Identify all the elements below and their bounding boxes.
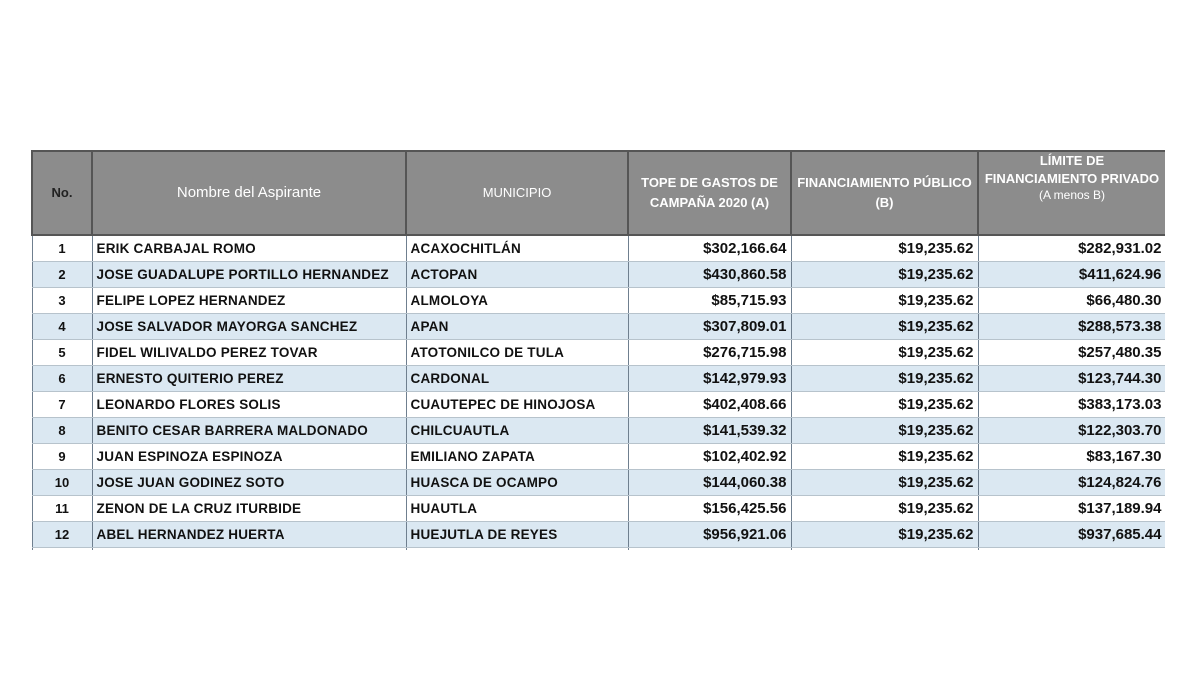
cell-limite: $123,744.30 [978, 366, 1165, 392]
cell-name: LEONARDO FLORES SOLIS [92, 392, 406, 418]
table-row [32, 418, 1165, 444]
cell-name: ERNESTO QUITERIO PEREZ [92, 366, 406, 392]
cell-tope: $302,166.64 [628, 235, 791, 262]
cell-limite: $937,685.44 [978, 522, 1165, 548]
cell-no: 6 [32, 366, 92, 392]
cell-limite: $83,167.30 [978, 444, 1165, 470]
cell-no: 7 [32, 392, 92, 418]
cell-municipio: CARDONAL [406, 366, 628, 392]
cell-empty [92, 548, 406, 551]
cell-no: 4 [32, 314, 92, 340]
cell-no: 5 [32, 340, 92, 366]
table-body [32, 235, 1165, 550]
table-row [32, 340, 1165, 366]
table-row [32, 522, 1165, 548]
cell-name: BENITO CESAR BARRERA MALDONADO [92, 418, 406, 444]
header-limite-sub: (A menos B) [1038, 188, 1106, 202]
cell-municipio: ACAXOCHITLÁN [406, 235, 628, 262]
header-no: No. [32, 151, 92, 235]
table-row [32, 496, 1165, 522]
cell-name: JOSE JUAN GODINEZ SOTO [92, 470, 406, 496]
cell-financiamiento: $19,235.62 [791, 522, 978, 548]
table-row [32, 314, 1165, 340]
cell-financiamiento: $19,235.62 [791, 340, 978, 366]
header-limite [978, 151, 1165, 235]
cell-municipio: ATOTONILCO DE TULA [406, 340, 628, 366]
cell-no: 12 [32, 522, 92, 548]
cell-name: ZENON DE LA CRUZ ITURBIDE [92, 496, 406, 522]
cell-municipio: EMILIANO ZAPATA [406, 444, 628, 470]
cell-financiamiento: $19,235.62 [791, 470, 978, 496]
header-limite-label: LÍMITE DE FINANCIAMIENTO PRIVADO [984, 153, 1160, 186]
campaign-spending-table-container [31, 150, 1165, 550]
table-header [32, 151, 1165, 235]
table-row [32, 288, 1165, 314]
cell-empty [406, 548, 628, 551]
header-tope: TOPE DE GASTOS DE CAMPAÑA 2020 (A) [628, 151, 791, 235]
header-municipio: MUNICIPIO [406, 151, 628, 235]
cell-limite: $124,824.76 [978, 470, 1165, 496]
cell-limite: $383,173.03 [978, 392, 1165, 418]
cell-financiamiento: $19,235.62 [791, 288, 978, 314]
header-financiamiento: FINANCIAMIENTO PÚBLICO (B) [791, 151, 978, 235]
cell-no: 3 [32, 288, 92, 314]
cell-name: FELIPE LOPEZ HERNANDEZ [92, 288, 406, 314]
cell-tope: $307,809.01 [628, 314, 791, 340]
cell-no: 2 [32, 262, 92, 288]
cell-name: ABEL HERNANDEZ HUERTA [92, 522, 406, 548]
campaign-spending-table [31, 150, 1165, 550]
table-row [32, 235, 1165, 262]
cell-limite: $288,573.38 [978, 314, 1165, 340]
table-row [32, 444, 1165, 470]
table-row [32, 262, 1165, 288]
cell-empty [628, 548, 791, 551]
cell-limite: $122,303.70 [978, 418, 1165, 444]
header-name: Nombre del Aspirante [92, 151, 406, 235]
cell-tope: $956,921.06 [628, 522, 791, 548]
cell-tope: $142,979.93 [628, 366, 791, 392]
cell-municipio: ACTOPAN [406, 262, 628, 288]
table-row-cut-off [32, 548, 1165, 551]
table-row [32, 392, 1165, 418]
cell-municipio: HUEJUTLA DE REYES [406, 522, 628, 548]
cell-empty [32, 548, 92, 551]
cell-municipio: ALMOLOYA [406, 288, 628, 314]
cell-name: JOSE GUADALUPE PORTILLO HERNANDEZ [92, 262, 406, 288]
cell-empty [978, 548, 1165, 551]
cell-no: 8 [32, 418, 92, 444]
cell-limite: $66,480.30 [978, 288, 1165, 314]
cell-no: 1 [32, 235, 92, 262]
cell-financiamiento: $19,235.62 [791, 262, 978, 288]
cell-empty [791, 548, 978, 551]
table-row [32, 470, 1165, 496]
cell-no: 9 [32, 444, 92, 470]
cell-limite: $137,189.94 [978, 496, 1165, 522]
cell-municipio: HUAUTLA [406, 496, 628, 522]
cell-municipio: APAN [406, 314, 628, 340]
cell-municipio: HUASCA DE OCAMPO [406, 470, 628, 496]
cell-no: 10 [32, 470, 92, 496]
cell-financiamiento: $19,235.62 [791, 444, 978, 470]
cell-municipio: CUAUTEPEC DE HINOJOSA [406, 392, 628, 418]
cell-limite: $282,931.02 [978, 235, 1165, 262]
cell-name: JOSE SALVADOR MAYORGA SANCHEZ [92, 314, 406, 340]
cell-tope: $85,715.93 [628, 288, 791, 314]
cell-tope: $102,402.92 [628, 444, 791, 470]
table-row [32, 366, 1165, 392]
cell-tope: $276,715.98 [628, 340, 791, 366]
cell-name: FIDEL WILIVALDO PEREZ TOVAR [92, 340, 406, 366]
cell-financiamiento: $19,235.62 [791, 392, 978, 418]
cell-financiamiento: $19,235.62 [791, 366, 978, 392]
cell-financiamiento: $19,235.62 [791, 418, 978, 444]
cell-name: JUAN ESPINOZA ESPINOZA [92, 444, 406, 470]
cell-tope: $156,425.56 [628, 496, 791, 522]
cell-financiamiento: $19,235.62 [791, 496, 978, 522]
cell-tope: $141,539.32 [628, 418, 791, 444]
cell-tope: $430,860.58 [628, 262, 791, 288]
cell-limite: $257,480.35 [978, 340, 1165, 366]
cell-municipio: CHILCUAUTLA [406, 418, 628, 444]
cell-financiamiento: $19,235.62 [791, 235, 978, 262]
cell-tope: $144,060.38 [628, 470, 791, 496]
header-row [32, 151, 1165, 235]
cell-financiamiento: $19,235.62 [791, 314, 978, 340]
cell-no: 11 [32, 496, 92, 522]
cell-tope: $402,408.66 [628, 392, 791, 418]
cell-name: ERIK CARBAJAL ROMO [92, 235, 406, 262]
cell-limite: $411,624.96 [978, 262, 1165, 288]
